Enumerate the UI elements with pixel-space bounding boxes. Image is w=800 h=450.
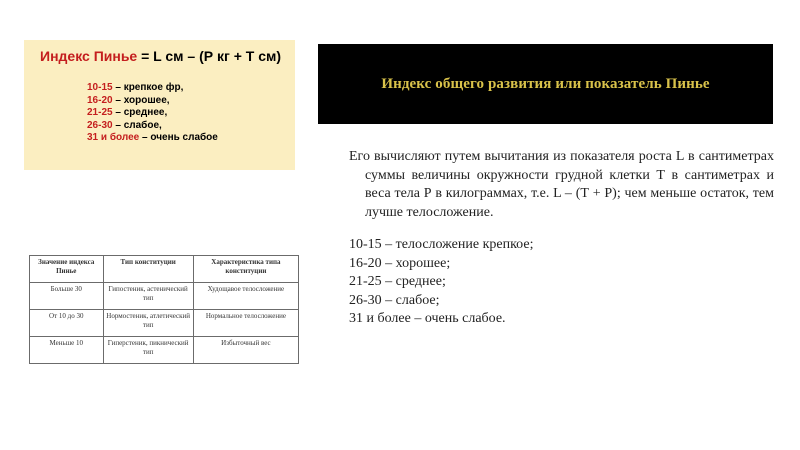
table-header-cell: Тип конституции <box>103 256 193 283</box>
table-cell: От 10 до 30 <box>30 310 104 337</box>
formula-range-item <box>87 132 285 145</box>
table-header-row <box>30 256 299 283</box>
table-cell: Гипостеник, астенический тип <box>103 283 193 310</box>
table-header-cell: Характеристика типа конституции <box>193 256 298 283</box>
formula-range-item <box>87 107 285 120</box>
body-text <box>349 148 774 329</box>
list-item: 26-30 – слабое; <box>349 292 440 308</box>
slide-title: Индекс общего развития или показатель Пинье <box>381 75 710 92</box>
table-cell: Избыточный вес <box>193 337 298 364</box>
table-cell: Худощавое телосложение <box>193 283 298 310</box>
slide-header-bar <box>318 44 773 124</box>
ranges-list <box>349 236 774 329</box>
formula-range-list <box>40 82 285 145</box>
table-cell: Нормостеник, атлетический тип <box>103 310 193 337</box>
list-item: 31 и более – очень слабое. <box>349 311 506 326</box>
table-row <box>30 337 299 364</box>
range-description: – хорошее, <box>112 94 170 106</box>
range-description: – среднее, <box>112 107 168 119</box>
formula-title <box>40 48 285 64</box>
range-value: 31 и более <box>87 132 140 144</box>
table-cell: Гиперстеник, пикнический тип <box>103 337 193 364</box>
table-header-cell: Значение индекса Пинье <box>30 256 104 283</box>
range-description: – крепкое фр, <box>112 82 184 93</box>
formula-equation: = L см – (Р кг + Т см) <box>137 48 281 64</box>
table-row <box>30 283 299 310</box>
range-value: 21-25 <box>87 107 113 119</box>
table-cell: Меньше 10 <box>30 337 104 364</box>
constitution-table <box>29 255 299 364</box>
table-cell: Нормальное телосложение <box>193 310 298 337</box>
formula-card <box>24 40 295 170</box>
formula-range-item <box>87 95 285 108</box>
formula-range-item <box>87 82 285 95</box>
list-item: 10-15 – телосложение крепкое; <box>349 237 534 252</box>
range-value: 26-30 <box>87 119 113 131</box>
range-description: – слабое, <box>112 119 162 131</box>
formula-range-item <box>87 120 285 133</box>
list-item: 16-20 – хорошее; <box>349 255 451 271</box>
table-row <box>30 310 299 337</box>
formula-title-label: Индекс Пинье <box>40 48 138 64</box>
list-item: 21-25 – среднее; <box>349 274 446 289</box>
range-value: 16-20 <box>87 94 113 106</box>
range-description: – очень слабое <box>139 132 218 144</box>
description-paragraph: Его вычисляют путем вычитания из показателя роста L в сантиметрах суммы величины окружности грудной клетки Т в сантиметрах и веса тела Р в килограммах, т.е. L – (Т + Р); чем меньше остаток, тем лучше телосложение. <box>349 149 774 220</box>
table-cell: Больше 30 <box>30 283 104 310</box>
range-value: 10-15 <box>87 82 113 93</box>
